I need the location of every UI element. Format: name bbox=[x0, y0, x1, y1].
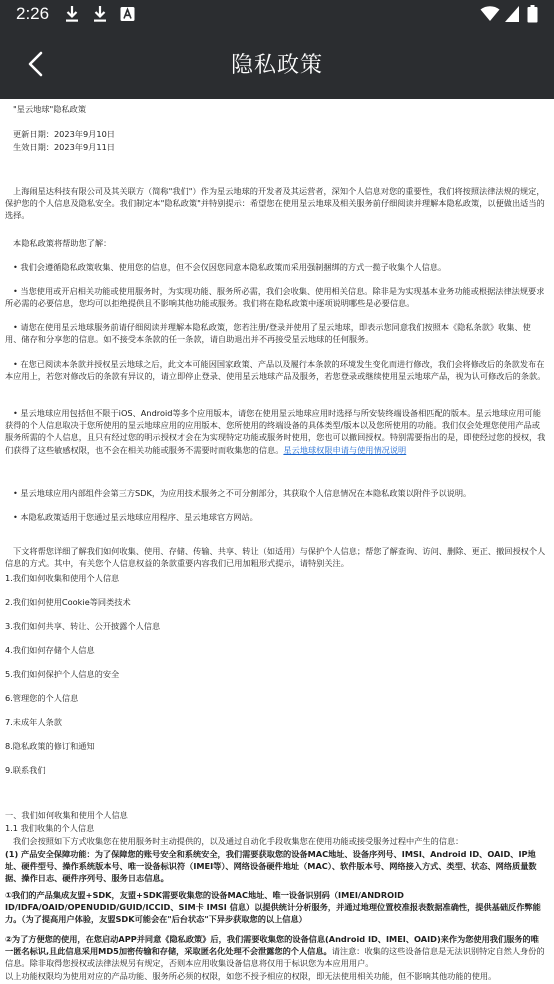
font-a-icon bbox=[120, 5, 135, 23]
bullet-text: • 星云地球应用包括但不限于iOS、Android等多个应用版本，请您在使用星云地球应用时选择与所安装终端设备相匹配的版本。星云地球应用可能获得的个人信息取决于您所使用的星云地球应用的应用版本、您所使用的终端设备的具体类型/版本以及您所使用的功能。我们仅会处理您使用产品或服务所需的个人信息，且只有经过您的明示授权才会在为实现特定功能或服务时使用，您也可以撤回授权。特别需要指出的是，即使经过您的授权，我们获得了这些敏感权限，也不会在相关功能或服务不需要时而收集您的信息。 bbox=[5, 408, 546, 455]
permission-link[interactable]: 星云地球权限申请与使用情况说明 bbox=[283, 444, 407, 455]
policy-content[interactable] bbox=[0, 99, 554, 984]
toc-item[interactable]: 1.我们如何收集和使用个人信息 bbox=[5, 573, 120, 583]
toc-item[interactable]: 9.联系我们 bbox=[5, 765, 46, 775]
toc-item[interactable]: 5.我们如何保护个人信息的安全 bbox=[5, 669, 120, 679]
bullet-paragraph: • 当您使用或开启相关功能或使用服务时，为实现功能、服务所必需，我们会收集、使用相关信息。除非是为实现基本业务功能或根据法律法规要求所必需的必要信息，您均可以拒绝提供且不影响其他功能或服务。我们将在隐私政策中逐项说明哪些是必要信息。 bbox=[5, 286, 545, 309]
toc-item[interactable]: 3.我们如何共享、转让、公开披露个人信息 bbox=[5, 621, 161, 631]
help-lead: 本隐私政策将帮助您了解： bbox=[13, 238, 112, 248]
bold-text: ②为了方便您的使用，在您启动APP并同意《隐私政策》后，我们需要收集您的设备信息(Android ID、IMEI、OAID)来作为您使用我们服务的唯一匿名标识,且此信息采用MD5加密传输和存储，采取匿名化处理不会泄露您的个人信息。 bbox=[5, 934, 539, 957]
status-bar bbox=[0, 0, 554, 29]
body-paragraph: 我们会按照如下方式收集您在使用服务时主动提供的，以及通过自动化手段收集您在使用功能或接受服务过程中产生的信息： bbox=[13, 836, 464, 846]
page-title: 隐私政策 bbox=[230, 53, 323, 78]
doc-heading: "星云地球"隐私政策 bbox=[13, 104, 87, 114]
bullet-paragraph bbox=[5, 407, 547, 456]
updated-date: 更新日期：2023年9月10日 bbox=[13, 129, 115, 139]
toc-item[interactable]: 6.管理您的个人信息 bbox=[5, 693, 79, 703]
intro-paragraph: 上海闹星达科技有限公司及其关联方（简称"我们"）作为星云地球的开发者及其运营者，深知个人信息对您的重要性，我们将按照法律法规的规定，保护您的个人信息及隐私安全。我们制定本"隐私政策"并特别提示：希望您在使用星云地球及相关服务前仔细阅读并理解本隐私政策，以便做出适当的选择。 bbox=[5, 186, 545, 221]
toc-item[interactable]: 4.我们如何存储个人信息 bbox=[5, 645, 95, 655]
body-paragraph: 以上功能权限均为使用对应的产品功能、服务所必须的权限，如您不授予相应的权限，即无法使用相关功能，但不影响其他功能的使用。 bbox=[5, 971, 497, 981]
bullet-paragraph: • 星云地球应用内部组件会第三方SDK，为应用技术服务之不可分割部分，其获取个人信息情况在本隐私政策以附件予以说明。 bbox=[13, 488, 472, 498]
download-icon bbox=[64, 5, 80, 23]
toc-item[interactable]: 7.未成年人条款 bbox=[5, 717, 62, 727]
subsection-heading: 1.1 我们收集的个人信息 bbox=[5, 823, 95, 833]
bullet-paragraph: • 在您已阅读本条款并授权星云地球之后，此文本可能因国家政策、产品以及履行本条款的环境发生变化而进行修改，我们会将修改后的条款发布在本应用上，若您对修改后的条款有异议的，请立即停止登录、使用星云地球产品及服务，若您登录或继续使用星云地球产品，视为认可修改后的条款。 bbox=[5, 359, 546, 382]
section-heading: 一、我们如何收集和使用个人信息 bbox=[5, 810, 128, 820]
bullet-paragraph: • 请您在使用星云地球服务前请仔细阅读并理解本隐私政策，您若注册/登录并使用了星云地球，即表示您同意我们按照本《隐私条款》收集、使用、储存和分享您的信息。如不接受本条款的任一条款，请自助退出并不再接受星云地球的任何服务。 bbox=[5, 322, 531, 345]
battery-icon bbox=[527, 5, 538, 23]
bullet-paragraph: • 本隐私政策适用于您通过星云地球应用程序、星云地球官方网站。 bbox=[13, 512, 258, 522]
detail-paragraph: 下文将帮您详细了解我们如何收集、使用、存储、传输、共享、转让（如适用）与保护个人信息；帮您了解查询、访问、删除、更正、撤回授权个人信息的方式。其中，有关您个人信息权益的条款重要内容我们已用加粗形式提示，请特别关注。 bbox=[5, 546, 546, 569]
app-bar bbox=[0, 29, 554, 99]
wifi-icon bbox=[480, 5, 500, 23]
plain-text: 请注意：收集的这些设备信息是无法识别特定自然人身份的信息。除非取得您授权或法律法规另有规定，否则本应用收集设备信息将仅用于标识您为本应用用户。 bbox=[5, 946, 545, 969]
bold-paragraph: ①我们的产品集成友盟+SDK，友盟+SDK需要收集您的设备MAC地址、唯一设备识别码（IMEI/ANDROID ID/IDFA/OAID/OPENUDID/GUID/ICCID、SIM卡 IMSI 信息）以提供统计分析服务，并通过地理位置校准报表数据准确性，提供基础反作弊能力。（为了提高用户体验，友盟SDK可能会在"后台状态"下异步获取您的以上信息） bbox=[5, 890, 541, 925]
mixed-paragraph bbox=[5, 933, 547, 970]
toc-item[interactable]: 2.我们如何使用Cookie等同类技术 bbox=[5, 597, 131, 607]
toc-item[interactable]: 8.隐私政策的修订和通知 bbox=[5, 741, 95, 751]
status-time: 2:26 bbox=[16, 4, 50, 23]
bold-paragraph: (1) 产品安全保障功能：为了保障您的账号安全和系统安全，我们需要获取您的设备MAC地址、设备序列号、IMSI、Android ID、OAID、IP地址、硬件型号、操作系统版本号、唯一设备标识符（IMEI等）、网络设备硬件地址（MAC）、软件版本号、网络接入方式、类型、状态、网络质量数据、操作日志、硬件序列号、服务日志信息。 bbox=[5, 849, 537, 884]
effective-date: 生效日期：2023年9月11日 bbox=[13, 142, 115, 152]
bullet-paragraph: • 我们会遵循隐私政策收集、使用您的信息，但不会仅因您同意本隐私政策而采用强制捆绑的方式一揽子收集个人信息。 bbox=[13, 262, 447, 272]
signal-icon bbox=[504, 5, 520, 23]
download-icon bbox=[92, 5, 108, 23]
